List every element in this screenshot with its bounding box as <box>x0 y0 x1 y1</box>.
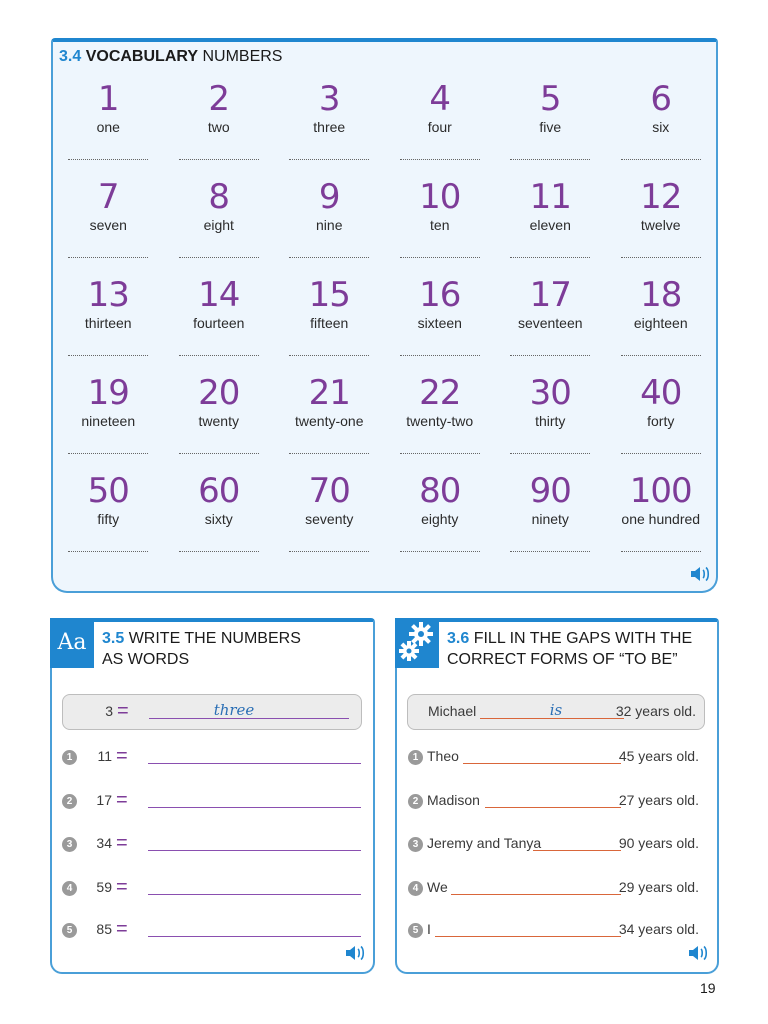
letters-badge <box>50 618 94 668</box>
answer-dotted-line[interactable] <box>621 453 701 454</box>
number-digit: 21 <box>308 373 350 413</box>
answer-line[interactable] <box>148 936 361 937</box>
number-row <box>53 274 716 372</box>
number-word: fifty <box>97 511 120 527</box>
title-line-1: WRITE THE NUMBERS <box>128 630 301 647</box>
number-word: twenty-two <box>406 413 474 429</box>
title-line-1: FILL IN THE GAPS WITH THE <box>473 630 693 647</box>
answer-dotted-line[interactable] <box>179 551 259 552</box>
exercise-item <box>397 878 717 902</box>
number-digit: 19 <box>87 373 129 413</box>
item-number: 85 <box>96 921 112 937</box>
number-cell <box>274 372 385 470</box>
example-number: 3 <box>105 703 113 719</box>
answer-dotted-line[interactable] <box>621 355 701 356</box>
number-row <box>53 78 716 176</box>
number-grid <box>53 78 716 568</box>
number-cell <box>53 176 164 274</box>
number-cell <box>274 274 385 372</box>
answer-dotted-line[interactable] <box>179 159 259 160</box>
answer-dotted-line[interactable] <box>289 257 369 258</box>
number-cell <box>606 78 717 176</box>
number-word: fifteen <box>310 315 349 331</box>
equals-sign: = <box>116 789 128 811</box>
number-word: twenty-one <box>295 413 364 429</box>
answer-dotted-line[interactable] <box>400 355 480 356</box>
item-tail: 34 years old. <box>618 921 699 937</box>
number-cell <box>274 176 385 274</box>
item-tail: 45 years old. <box>618 748 699 764</box>
number-cell <box>53 78 164 176</box>
exercise-item <box>397 791 717 815</box>
answer-line[interactable] <box>148 894 361 895</box>
vocabulary-title <box>59 48 282 66</box>
number-word: fourteen <box>193 315 245 331</box>
fill-gaps-title <box>447 628 692 670</box>
item-marker: 5 <box>62 923 77 938</box>
number-word: sixteen <box>417 315 462 331</box>
equals-sign: = <box>116 876 128 898</box>
number-row <box>53 470 716 568</box>
item-subject: Theo <box>427 748 459 764</box>
number-cell <box>606 274 717 372</box>
answer-line[interactable] <box>533 850 621 851</box>
number-digit: 5 <box>539 79 561 119</box>
number-word: two <box>207 119 230 135</box>
answer-dotted-line[interactable] <box>621 257 701 258</box>
equals-sign: = <box>116 918 128 940</box>
number-digit: 90 <box>529 471 571 511</box>
answer-dotted-line[interactable] <box>289 551 369 552</box>
answer-line <box>149 718 349 719</box>
number-digit: 2 <box>208 79 230 119</box>
title-keyword: VOCABULARY <box>85 48 198 65</box>
number-word: eighty <box>421 511 459 527</box>
number-digit: 70 <box>308 471 350 511</box>
item-marker: 2 <box>408 794 423 809</box>
vocabulary-panel <box>51 38 718 593</box>
number-digit: 11 <box>529 177 571 217</box>
number-word: nineteen <box>81 413 136 429</box>
title-rest: NUMBERS <box>202 48 283 65</box>
title-line-2: CORRECT FORMS OF “TO BE” <box>447 651 678 668</box>
item-tail: 90 years old. <box>618 835 699 851</box>
number-cell <box>495 372 606 470</box>
number-digit: 18 <box>640 275 682 315</box>
number-word: ten <box>430 217 450 233</box>
number-word: seventy <box>305 511 354 527</box>
number-cell <box>53 372 164 470</box>
number-digit: 20 <box>198 373 240 413</box>
answer-dotted-line[interactable] <box>510 355 590 356</box>
example-subject: Michael <box>428 703 477 719</box>
item-marker: 1 <box>62 750 77 765</box>
answer-dotted-line[interactable] <box>400 551 480 552</box>
answer-dotted-line[interactable] <box>289 453 369 454</box>
number-cell <box>495 176 606 274</box>
number-digit: 50 <box>87 471 129 511</box>
number-word: thirty <box>535 413 566 429</box>
number-cell <box>606 176 717 274</box>
item-marker: 4 <box>408 881 423 896</box>
number-digit: 3 <box>318 79 340 119</box>
number-digit: 60 <box>198 471 240 511</box>
answer-line[interactable] <box>435 936 621 937</box>
answer-dotted-line[interactable] <box>289 159 369 160</box>
number-digit: 12 <box>640 177 682 217</box>
number-word: one hundred <box>621 511 701 527</box>
item-subject: I <box>427 921 431 937</box>
answer-line[interactable] <box>148 850 361 851</box>
number-digit: 6 <box>650 79 672 119</box>
equals-sign: = <box>117 700 129 722</box>
example-tail: 32 years old. <box>615 703 696 719</box>
number-word: five <box>539 119 562 135</box>
item-tail: 29 years old. <box>618 879 699 895</box>
answer-dotted-line[interactable] <box>68 355 148 356</box>
number-word: four <box>427 119 452 135</box>
item-marker: 3 <box>62 837 77 852</box>
item-tail: 27 years old. <box>618 792 699 808</box>
number-word: seven <box>89 217 127 233</box>
answer-dotted-line[interactable] <box>400 159 480 160</box>
item-marker: 2 <box>62 794 77 809</box>
letters-icon: Aa <box>57 630 87 655</box>
speaker-icon[interactable] <box>687 944 709 962</box>
number-cell <box>164 274 275 372</box>
answer-line[interactable] <box>485 807 621 808</box>
number-word: three <box>313 119 346 135</box>
fill-gaps-panel <box>395 618 719 974</box>
number-word: seventeen <box>517 315 583 331</box>
item-subject: Jeremy and Tanya <box>427 835 542 851</box>
example-answer: three <box>213 701 255 719</box>
answer-line <box>480 718 624 719</box>
equals-sign: = <box>116 745 128 767</box>
item-marker: 3 <box>408 837 423 852</box>
number-digit: 16 <box>419 275 461 315</box>
number-digit: 17 <box>529 275 571 315</box>
answer-dotted-line[interactable] <box>179 355 259 356</box>
number-cell <box>606 372 717 470</box>
section-number: 3.6 <box>447 630 470 647</box>
number-digit: 22 <box>419 373 461 413</box>
number-digit: 8 <box>208 177 230 217</box>
section-number: 3.5 <box>102 630 125 647</box>
example-row <box>407 694 705 730</box>
answer-dotted-line[interactable] <box>510 159 590 160</box>
answer-dotted-line[interactable] <box>510 257 590 258</box>
number-cell <box>385 372 496 470</box>
answer-dotted-line[interactable] <box>289 355 369 356</box>
number-word: twenty <box>198 413 239 429</box>
number-word: nine <box>316 217 343 233</box>
number-cell <box>385 274 496 372</box>
answer-dotted-line[interactable] <box>68 159 148 160</box>
item-subject: Madison <box>427 792 480 808</box>
equals-sign: = <box>116 832 128 854</box>
number-digit: 15 <box>308 275 350 315</box>
number-digit: 80 <box>419 471 461 511</box>
number-word: twelve <box>640 217 681 233</box>
answer-dotted-line[interactable] <box>68 257 148 258</box>
number-word: sixty <box>204 511 233 527</box>
answer-dotted-line[interactable] <box>621 159 701 160</box>
exercise-item <box>397 747 717 771</box>
number-word: eleven <box>529 217 571 233</box>
answer-line[interactable] <box>451 894 621 895</box>
answer-dotted-line[interactable] <box>510 551 590 552</box>
number-digit: 100 <box>629 471 692 511</box>
title-line-2: AS WORDS <box>102 651 190 668</box>
number-digit: 40 <box>640 373 682 413</box>
item-number: 59 <box>96 879 112 895</box>
number-cell <box>164 176 275 274</box>
number-digit: 13 <box>87 275 129 315</box>
answer-line[interactable] <box>463 763 621 764</box>
number-word: six <box>652 119 670 135</box>
example-row <box>62 694 362 730</box>
exercise-item <box>52 920 372 944</box>
section-number: 3.4 <box>59 48 82 65</box>
answer-dotted-line[interactable] <box>400 453 480 454</box>
number-cell <box>495 78 606 176</box>
answer-dotted-line[interactable] <box>400 257 480 258</box>
example-content <box>398 702 704 726</box>
number-word: thirteen <box>84 315 132 331</box>
example-answer: is <box>549 701 563 719</box>
item-number: 34 <box>96 835 112 851</box>
answer-dotted-line[interactable] <box>510 453 590 454</box>
number-cell <box>53 470 164 568</box>
number-digit: 9 <box>318 177 340 217</box>
answer-dotted-line[interactable] <box>68 453 148 454</box>
write-numbers-panel <box>50 618 375 974</box>
speaker-icon[interactable] <box>344 944 366 962</box>
exercise-item <box>397 834 717 858</box>
exercise-item <box>52 791 372 815</box>
gears-badge <box>395 618 439 668</box>
number-cell <box>385 176 496 274</box>
item-marker: 5 <box>408 923 423 938</box>
exercise-item <box>52 878 372 902</box>
answer-dotted-line[interactable] <box>179 453 259 454</box>
number-row <box>53 176 716 274</box>
number-cell <box>164 372 275 470</box>
number-cell <box>274 78 385 176</box>
answer-dotted-line[interactable] <box>68 551 148 552</box>
number-cell <box>606 470 717 568</box>
number-cell <box>164 78 275 176</box>
number-cell <box>274 470 385 568</box>
number-cell <box>385 78 496 176</box>
number-word: forty <box>647 413 675 429</box>
number-cell <box>53 274 164 372</box>
number-digit: 7 <box>97 177 119 217</box>
number-digit: 1 <box>97 79 119 119</box>
number-word: eight <box>203 217 234 233</box>
item-number: 17 <box>96 792 112 808</box>
page-number: 19 <box>700 980 716 996</box>
number-word: one <box>96 119 120 135</box>
number-digit: 30 <box>529 373 571 413</box>
number-cell <box>164 470 275 568</box>
item-subject: We <box>427 879 448 895</box>
number-digit: 14 <box>198 275 240 315</box>
item-marker: 4 <box>62 881 77 896</box>
number-cell <box>495 470 606 568</box>
exercise-item <box>52 834 372 858</box>
answer-line[interactable] <box>148 807 361 808</box>
write-numbers-title <box>102 628 301 670</box>
number-cell <box>385 470 496 568</box>
number-row <box>53 372 716 470</box>
answer-line[interactable] <box>148 763 361 764</box>
number-digit: 4 <box>429 79 451 119</box>
number-word: eighteen <box>633 315 688 331</box>
answer-dotted-line[interactable] <box>621 551 701 552</box>
number-cell <box>495 274 606 372</box>
example-content <box>53 702 373 726</box>
item-number: 11 <box>97 748 112 764</box>
gears-icon <box>395 618 439 668</box>
item-marker: 1 <box>408 750 423 765</box>
answer-dotted-line[interactable] <box>179 257 259 258</box>
speaker-icon[interactable] <box>689 565 711 583</box>
number-digit: 10 <box>419 177 461 217</box>
number-word: ninety <box>531 511 569 527</box>
exercise-item <box>52 747 372 771</box>
exercise-item <box>397 920 717 944</box>
